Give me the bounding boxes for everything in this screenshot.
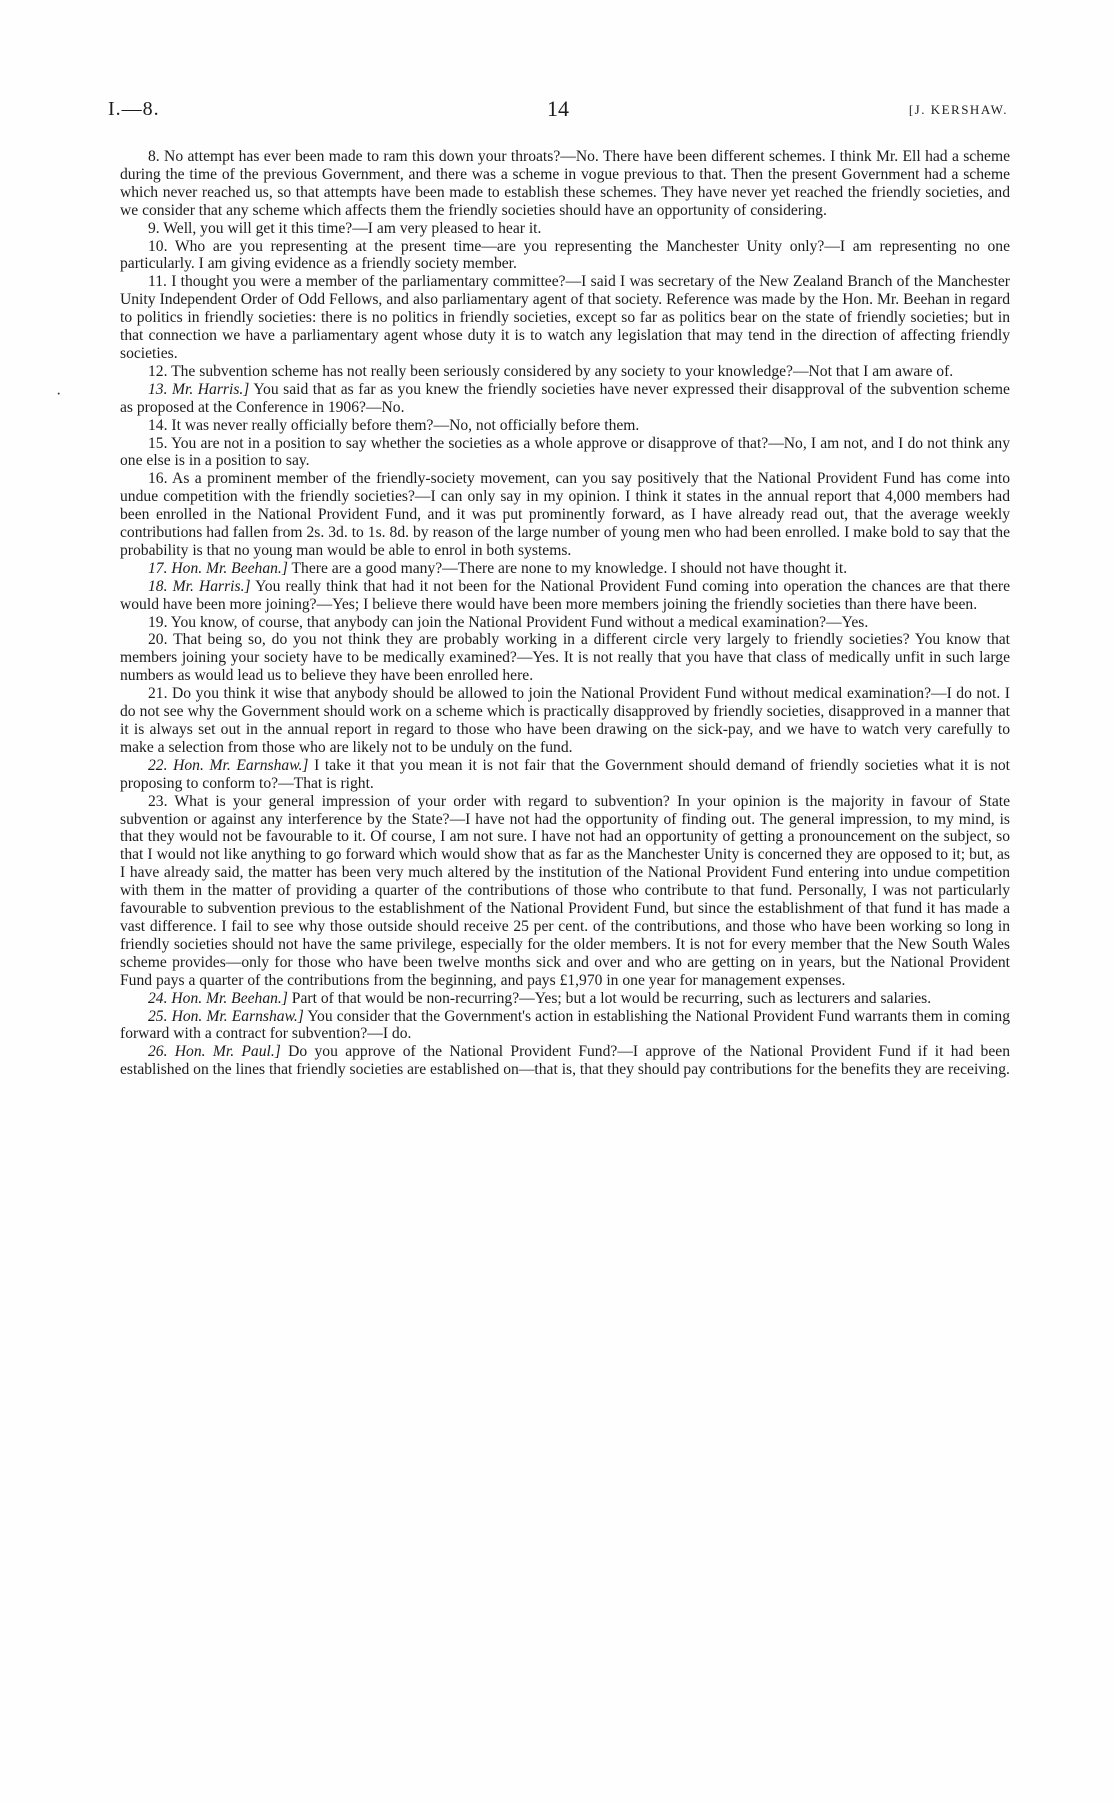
paragraph-25: 25. Hon. Mr. Earnshaw.] You consider that the Government's action in establishing the National Provident Fund warrants them in coming forward with a contract for subvention?—I do. xyxy=(120,1007,1010,1043)
paragraph-26: 26. Hon. Mr. Paul.] Do you approve of the National Provident Fund?—I approve of the National Provident Fund if it had been established on the lines that friendly societies are established on—that is, that they should pay contributions for the benefits they are receiving. xyxy=(120,1043,1010,1079)
paragraph-20: 20. That being so, do you not think they are probably working in a different circle very largely to friendly societies? You know that members joining your society have to be medically examined?—Yes. It is not really that you have that class of medically unfit in such large numbers as would lead us to believe they have been enrolled here. xyxy=(120,631,1010,685)
paragraph-11: 11. I thought you were a member of the parliamentary committee?—I said I was secretary of the New Zealand Branch of the Manchester Unity Independent Order of Odd Fellows, and also parliamentary agent of that society. Reference was made by the Hon. Mr. Beehan in regard to politics in friendly societies: there is no politics in friendly societies, except so far as politics bear on the state of friendly societies; but in that connection we have a parliamentary agent whose duty it is to watch any legislation that may tend in the direction of affecting friendly societies. xyxy=(120,273,1010,362)
speaker-label: 13. Mr. Harris.] xyxy=(148,380,250,398)
paragraph-15: 15. You are not in a position to say whether the societies as a whole approve or disapprove of that?—No, I am not, and I do not think any one else is in a position to say. xyxy=(120,434,1010,470)
witness-name: [J. KERSHAW. xyxy=(908,102,1008,117)
page-number: 14 xyxy=(547,96,569,121)
paragraph-22: 22. Hon. Mr. Earnshaw.] I take it that you mean it is not fair that the Government should demand of friendly societies what it is not proposing to conform to?—That is right. xyxy=(120,756,1011,792)
paragraph-10: 10. Who are you representing at the present time—are you representing the Manchester Unity only?—I am representing no one particularly. I am giving evidence as a friendly society member. xyxy=(120,237,1010,273)
document-body xyxy=(120,148,1010,1079)
paragraph-17: 17. Hon. Mr. Beehan.] There are a good many?—There are none to my knowledge. I should not have thought it. xyxy=(148,559,848,577)
paragraph-9: 9. Well, you will get it this time?—I am very pleased to hear it. xyxy=(148,219,542,237)
paragraph-18: 18. Mr. Harris.] You really think that had it not been for the National Provident Fund coming into operation the chances are that there would have been more joining?—Yes; I believe there would have been more members joining the friendly societies than there have been. xyxy=(120,577,1010,613)
speaker-label: 25. Hon. Mr. Earnshaw.] xyxy=(148,1007,304,1025)
margin-mark: · xyxy=(56,386,62,403)
paragraph-16: 16. As a prominent member of the friendly-society movement, can you say positively that the National Provident Fund has come into undue competition with the friendly societies?—I can only say in my opinion. I think it states in the annual report that 4,000 members had been enrolled in the National Provident Fund, and it was put prominently forward, as I have already read out, that the average weekly contributions had fallen from 2s. 3d. to 1s. 8d. by reason of the large number of young men who had been enrolled. I make bold to say that the probability is that no young man would be able to enrol in both systems. xyxy=(120,470,1010,559)
speaker-label: 18. Mr. Harris.] xyxy=(148,577,251,595)
paragraph-23: 23. What is your general impression of your order with regard to subvention? In your opinion is the majority in favour of State subvention or against any interference by the State?—I have not had the opportunity of finding out. The general impression, to my mind, is that they would not be favourable to it. Of course, I am not sure. I have not had an opportunity of getting a pronouncement on the subject, so that I would not like anything to go forward which would show that as far as the Manchester Unity is concerned they are opposed to it; but, as I have already said, the matter has been very much altered by the institution of the National Provident Fund entering into undue competition with them in the matter of providing a quarter of the contributions of those who contribute to that fund. Personally, I was not particularly favourable to subvention previous to the establishment of the National Provident Fund, but since the establishment of that fund it has made a vast difference. I fail to see why those outside should receive 25 per cent. of the contributions, and those who have been working so long in friendly societies should not have the same privilege, especially for the older members. It is not for every member that the New South Wales scheme provides—only for those who have been twelve months sick and over and who are getting on in years, but the National Provident Fund pays a quarter of the contributions from the beginning, and pays £1,970 in one year for management expenses. xyxy=(120,792,1010,989)
speaker-label: 26. Hon. Mr. Paul.] xyxy=(148,1043,281,1061)
paper-reference: I.—8. xyxy=(108,98,160,120)
speaker-label: 17. Hon. Mr. Beehan.] xyxy=(148,559,288,577)
paragraph-14: 14. It was never really officially before them?—No, not officially before them. xyxy=(148,416,640,434)
speaker-label: 22. Hon. Mr. Earnshaw.] xyxy=(148,756,309,774)
paragraph-19: 19. You know, of course, that anybody can join the National Provident Fund without a medical examination?—Yes. xyxy=(148,613,869,631)
paragraph-13: 13. Mr. Harris.] You said that as far as you knew the friendly societies have never expressed their disapproval of the subvention scheme as proposed at the Conference in 1906?—No. xyxy=(120,380,1010,416)
paragraph-12: 12. The subvention scheme has not really been seriously considered by any society to your knowledge?—Not that I am aware of. xyxy=(148,362,954,380)
page-header xyxy=(108,98,1008,124)
speaker-label: 24. Hon. Mr. Beehan.] xyxy=(148,989,288,1007)
paragraph-24: 24. Hon. Mr. Beehan.] Part of that would be non-recurring?—Yes; but a lot would be recurring, such as lecturers and salaries. xyxy=(148,989,932,1007)
paragraph-21: 21. Do you think it wise that anybody should be allowed to join the National Provident Fund without medical examination?—I do not. I do not see why the Government should work on a scheme which is practically disapproved by friendly societies, disapproved in a manner that it is always set out in the annual report in regard to those who have been drawing on the sick-pay, and we have to watch very carefully to make a selection from those who are likely not to be unduly on the fund. xyxy=(120,685,1010,756)
paragraph-8: 8. No attempt has ever been made to ram this down your throats?—No. There have been different schemes. I think Mr. Ell had a scheme during the time of the previous Government, and there was a scheme in vogue previous to that. Then the present Government had a scheme which never reached us, so that attempts have been made to establish these schemes. They have never yet reached the friendly societies, and we consider that any scheme which affects them the friendly societies should have an opportunity of considering. xyxy=(120,148,1010,219)
